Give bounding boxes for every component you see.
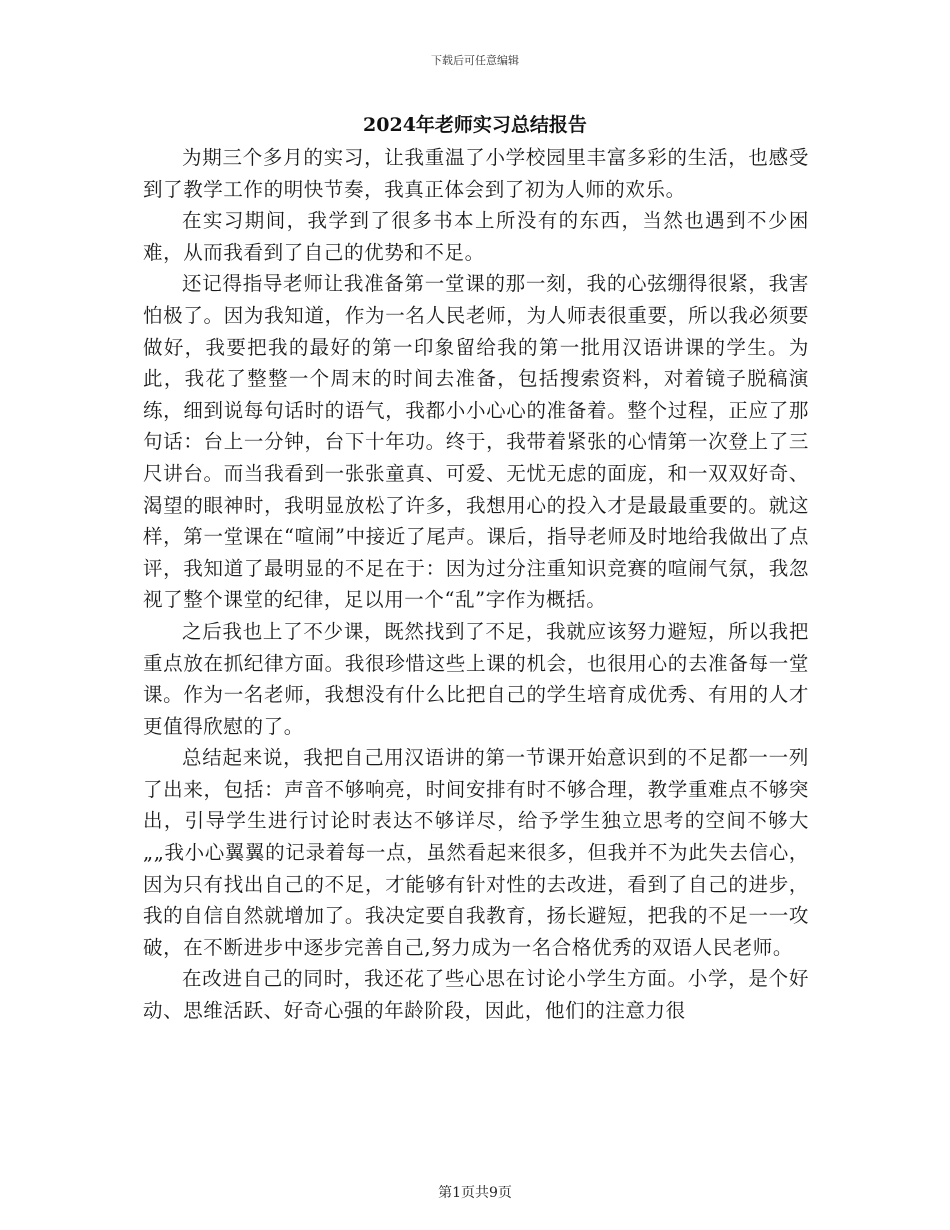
page-header-note: 下载后可任意编辑	[431, 54, 519, 67]
paragraph-6: 在改进自己的同时，我还花了些心思在讨论小学生方面。小学，是个好动、思维活跃、好奇心强的年龄阶段，因此，他们的注意力很	[143, 967, 809, 1023]
paragraph-1: 为期三个多月的实习，让我重温了小学校园里丰富多彩的生活，也感受到了教学工作的明快节奏，我真正体会到了初为人师的欢乐。	[143, 146, 809, 201]
paragraph-3: 还记得指导老师让我准备第一堂课的那一刻，我的心弦绷得很紧，我害怕极了。因为我知道，作为一名人民老师，为人师表很重要，所以我必须要做好，我要把我的最好的第一印象留给我的第一批用汉语讲课的学生。为此，我花了整整一个周末的时间去准备，包括搜索资料，对着镜子脱稿演练，细到说每句话时的语气，我都小小心心的准备着。整个过程，正应了那句话：台上一分钟，台下十年功。终于，我带着紧张的心情第一次登上了三尺讲台。而当我看到一张张童真、可爱、无忧无虑的面庞，和一双双好奇、渴望的眼神时，我明显放松了许多，我想用心的投入才是最最重要的。就这样，第一堂课在“喧闹”中接近了尾声。课后，指导老师及时地给我做出了点评，我知道了最明显的不足在于：因为过分注重知识竞赛的喧闹气氛，我忽视了整个课堂的纪律，足以用一个“乱”字作为概括。	[143, 272, 809, 612]
paragraph-2: 在实习期间，我学到了很多书本上所没有的东西，当然也遇到不少困难，从而我看到了自己的优势和不足。	[143, 209, 809, 264]
page-number-indicator: 第1页共9页	[438, 1185, 512, 1201]
document-title: 2024年老师实习总结报告	[363, 114, 587, 136]
document-body	[143, 142, 809, 1027]
paragraph-4: 之后我也上了不少课，既然找到了不足，我就应该努力避短，所以我把重点放在抓纪律方面。我很珍惜这些上课的机会，也很用心的去准备每一堂课。作为一名老师，我想没有什么比把自己的学生培育成优秀、有用的人才更值得欣慰的了。	[143, 619, 809, 738]
paragraph-5: 总结起来说，我把自己用汉语讲的第一节课开始意识到的不足都一一列了出来，包括：声音不够响亮，时间安排有时不够合理，教学重难点不够突出，引导学生进行讨论时表达不够详尽，给予学生独立思考的空间不够大„„我小心翼翼的记录着每一点，虽然看起来很多，但我并不为此失去信心，因为只有找出自己的不足，才能够有针对性的去改进，看到了自己的进步，我的自信自然就增加了。我决定要自我教育，扬长避短，把我的不足一一攻破，在不断进步中逐步完善自己,努力成为一名合格优秀的双语人民老师。	[143, 746, 809, 959]
